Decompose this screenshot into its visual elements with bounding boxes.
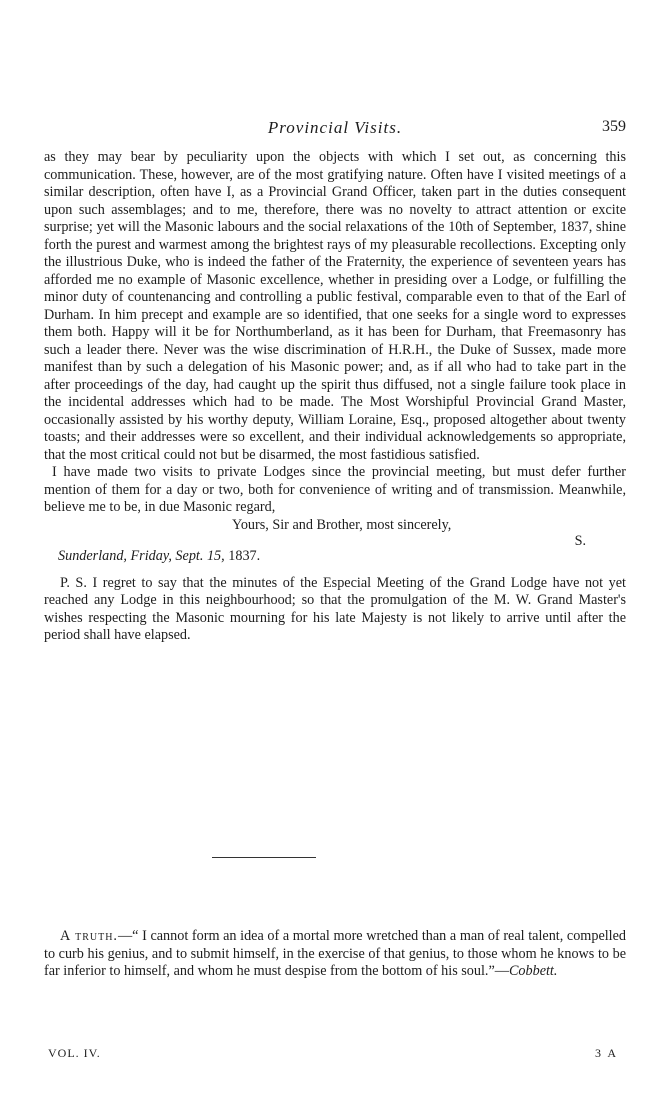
quote-text: —“ I cannot form an idea of a mortal more wretched than a man of real talent, compelled to curb his genius, and to submit himself, in the exercise of that genius, to those whom he knows to be far inferior to himself, and whom he must despise from the bottom of his soul.”—	[44, 928, 627, 979]
letter-signature: S.	[574, 533, 586, 549]
article-body	[44, 149, 626, 645]
section-divider	[212, 857, 316, 858]
quote-block	[44, 928, 626, 981]
quote-paragraph	[44, 928, 626, 981]
running-title: Provincial Visits.	[267, 118, 403, 137]
quote-attribution: Cobbett.	[508, 963, 558, 979]
page-number: 359	[602, 118, 626, 135]
postscript: P. S. I regret to say that the minutes of the Especial Meeting of the Grand Lodge have not yet reached any Lodge in this neighbourhood; so that the promulgation of the M. W. Grand Master's wishes respecting the Masonic mourning for his late Majesty is not likely to arrive until after the period shall have elapsed.	[44, 574, 626, 643]
paragraph-2: I have made two visits to private Lodges since the provincial meeting, but must defer further mention of them for a day or two, both for convenience of writing and of transmission. Meanwhile, believe me to be, in due Masonic regard,	[44, 464, 626, 515]
letter-dateline	[44, 548, 626, 566]
paragraph-1: as they may bear by peculiarity upon the objects with which I set out, as concerning this communication. These, however, are of the most gratifying nature. Often have I visited meetings of a similar description, often have I, as a Provincial Grand Officer, taken part in the duties consequent upon such assemblages; and to me, therefore, there was no novelty to attract attention or excite surprise; yet will the Masonic labours and the social relaxations of the 10th of September, 1837, shine forth the purest and warmest among the brightest rays of my pleasurable recollections. Excepting only the illustrious Duke, who is indeed the father of the Fraternity, the experience of seventeen years has afforded me no example of Masonic excellence, whether in presiding over a Lodge, or fulfilling the minor duty of countenancing and controlling a public festival, comparable even to that of the Earl of Durham. In him precept and example are so identified, that one seeks for a single word to expresses them both. Happy will it be for Northumberland, as it has been for Durham, that Freemasonry has such a leader there. Never was the wise discrimination of H.R.H., the Duke of Sussex, made more manifest than by such a delegation of his Masonic power; and, as if all who had to take part in the after proceedings of the day, had caught up the spirit thus diffused, not a single failure took place in the incidental addresses which had to be made. The Most Worshipful Provincial Grand Master, occasionally assisted by his worthy deputy, William Loraine, Esq., proposed altogether about twenty toasts; and their addresses were so excellent, and their individual acknowledgements so appropriate, that the most critical could not but be disarmed, the most fastidious satisfied.	[44, 149, 626, 463]
letter-closing: Yours, Sir and Brother, most sincerely,	[232, 516, 452, 533]
volume-label: VOL. IV.	[48, 1046, 101, 1060]
signature-mark: 3 A	[594, 1046, 618, 1060]
page-footer	[48, 1046, 618, 1064]
dateline-year: 1837.	[228, 548, 261, 564]
running-head	[44, 118, 626, 142]
quote-lead: A truth.	[60, 928, 118, 944]
dateline-place: Sunderland, Friday, Sept. 15,	[58, 548, 225, 564]
